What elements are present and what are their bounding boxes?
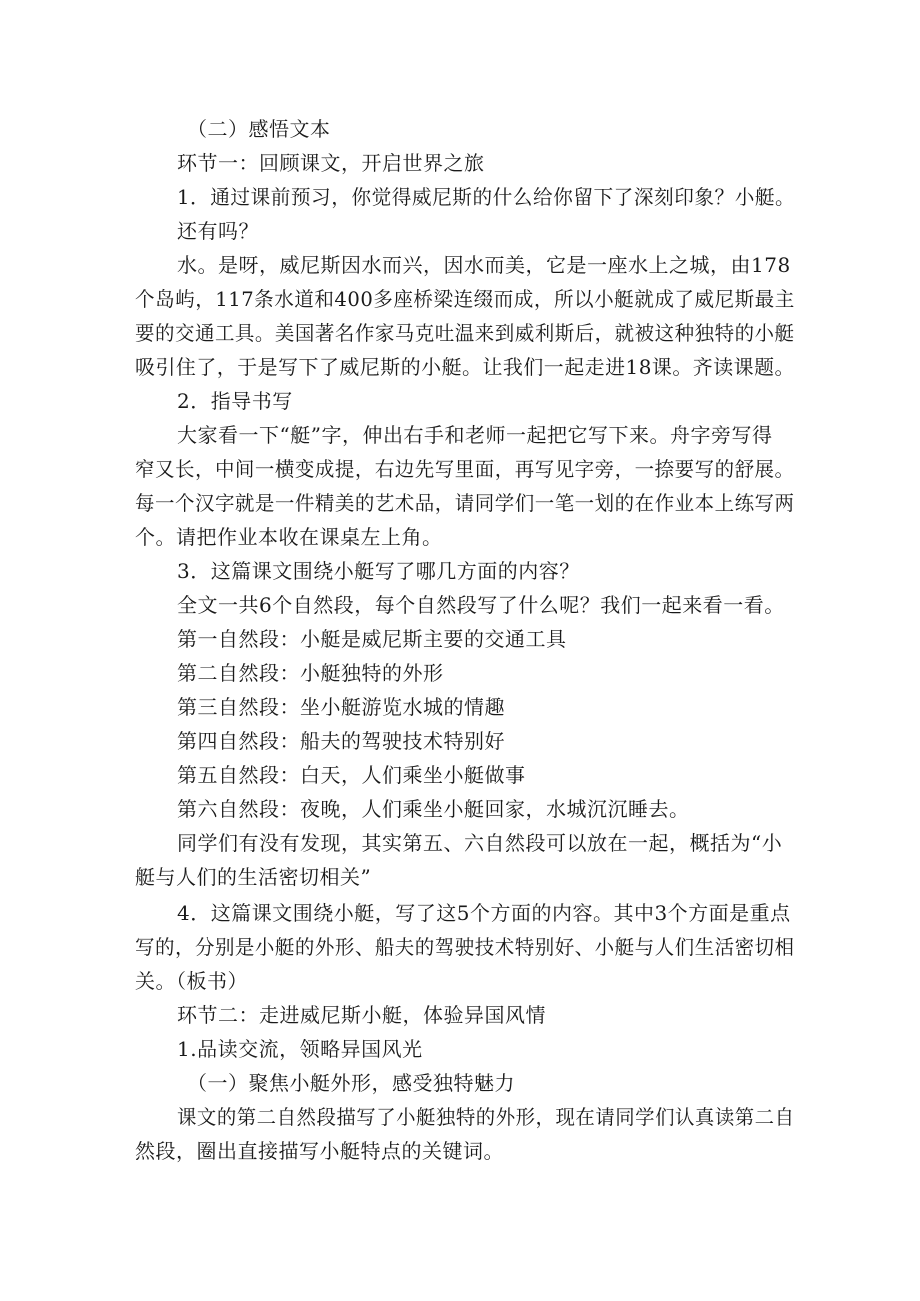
question-4-line-3: 关。（板书） bbox=[135, 969, 248, 993]
paragraph-4-line-2: 艇与人们的生活密切相关” bbox=[135, 865, 372, 889]
paragraph-5-line-1: 课文的第二自然段描写了小艇独特的外形，现在请同学们认真读第二自 bbox=[177, 1105, 795, 1129]
paragraph-1-line-1: 水。是呀，威尼斯因水而兴，因水而美，它是一座水上之城，由178 bbox=[177, 253, 791, 277]
question-1-line-2: 还有吗？ bbox=[177, 219, 259, 243]
natural-paragraph-5: 第五自然段：白天，人们乘坐小艇做事 bbox=[177, 763, 526, 787]
paragraph-4-line-1: 同学们有没有发现，其实第五、六自然段可以放在一起，概括为“小 bbox=[177, 831, 783, 855]
paragraph-2-line-3: 每一个汉字就是一件精美的艺术品，请同学们一笔一划的在作业本上练写两 bbox=[135, 491, 795, 515]
question-4-line-1: 4．这篇课文围绕小艇，写了这5个方面的内容。其中3个方面是重点 bbox=[177, 901, 791, 925]
paragraph-1-line-3: 要的交通工具。美国著名作家马克吐温来到威利斯后，就被这种独特的小艇 bbox=[135, 321, 795, 345]
paragraph-2-line-2: 窄又长，中间一横变成提，右边先写里面，再写见字旁，一捺要写的舒展。 bbox=[135, 457, 795, 481]
paragraph-3-line-1: 全文一共6个自然段，每个自然段写了什么呢？我们一起来看一看。 bbox=[177, 593, 785, 617]
sub1-heading: 1.品读交流，领略异国风光 bbox=[177, 1037, 423, 1061]
step2-heading: 环节二：走进威尼斯小艇，体验异国风情 bbox=[177, 1003, 546, 1027]
paragraph-5-line-2: 然段，圈出直接描写小艇特点的关键词。 bbox=[135, 1139, 504, 1163]
question-1-line-1: 1．通过课前预习，你觉得威尼斯的什么给你留下了深刻印象？小艇。 bbox=[177, 185, 796, 209]
section-heading: （二）感悟文本 bbox=[187, 117, 331, 141]
sub1a-heading: （一）聚焦小艇外形，感受独特魅力 bbox=[187, 1071, 515, 1095]
natural-paragraph-2: 第二自然段：小艇独特的外形 bbox=[177, 661, 444, 685]
natural-paragraph-6: 第六自然段：夜晚，人们乘坐小艇回家，水城沉沉睡去。 bbox=[177, 797, 690, 821]
paragraph-2-line-1: 大家看一下“艇”字，伸出右手和老师一起把它写下来。舟字旁写得 bbox=[177, 423, 773, 447]
paragraph-1-line-2: 个岛屿，117条水道和400多座桥梁连缀而成，所以小艇就成了威尼斯最主 bbox=[135, 287, 795, 311]
natural-paragraph-3: 第三自然段：坐小艇游览水城的情趣 bbox=[177, 695, 505, 719]
paragraph-1-line-4: 吸引住了，于是写下了威尼斯的小艇。让我们一起走进18课。齐读课题。 bbox=[135, 355, 795, 379]
natural-paragraph-4: 第四自然段：船夫的驾驶技术特别好 bbox=[177, 729, 505, 753]
natural-paragraph-1: 第一自然段：小艇是威尼斯主要的交通工具 bbox=[177, 627, 567, 651]
question-4-line-2: 写的，分别是小艇的外形、船夫的驾驶技术特别好、小艇与人们生活密切相 bbox=[135, 935, 795, 959]
question-2-heading: 2．指导书写 bbox=[177, 389, 293, 413]
paragraph-2-line-4: 个。请把作业本收在课桌左上角。 bbox=[135, 525, 443, 549]
step1-heading: 环节一：回顾课文，开启世界之旅 bbox=[177, 151, 485, 175]
question-3-heading: 3．这篇课文围绕小艇写了哪几方面的内容？ bbox=[177, 559, 580, 583]
